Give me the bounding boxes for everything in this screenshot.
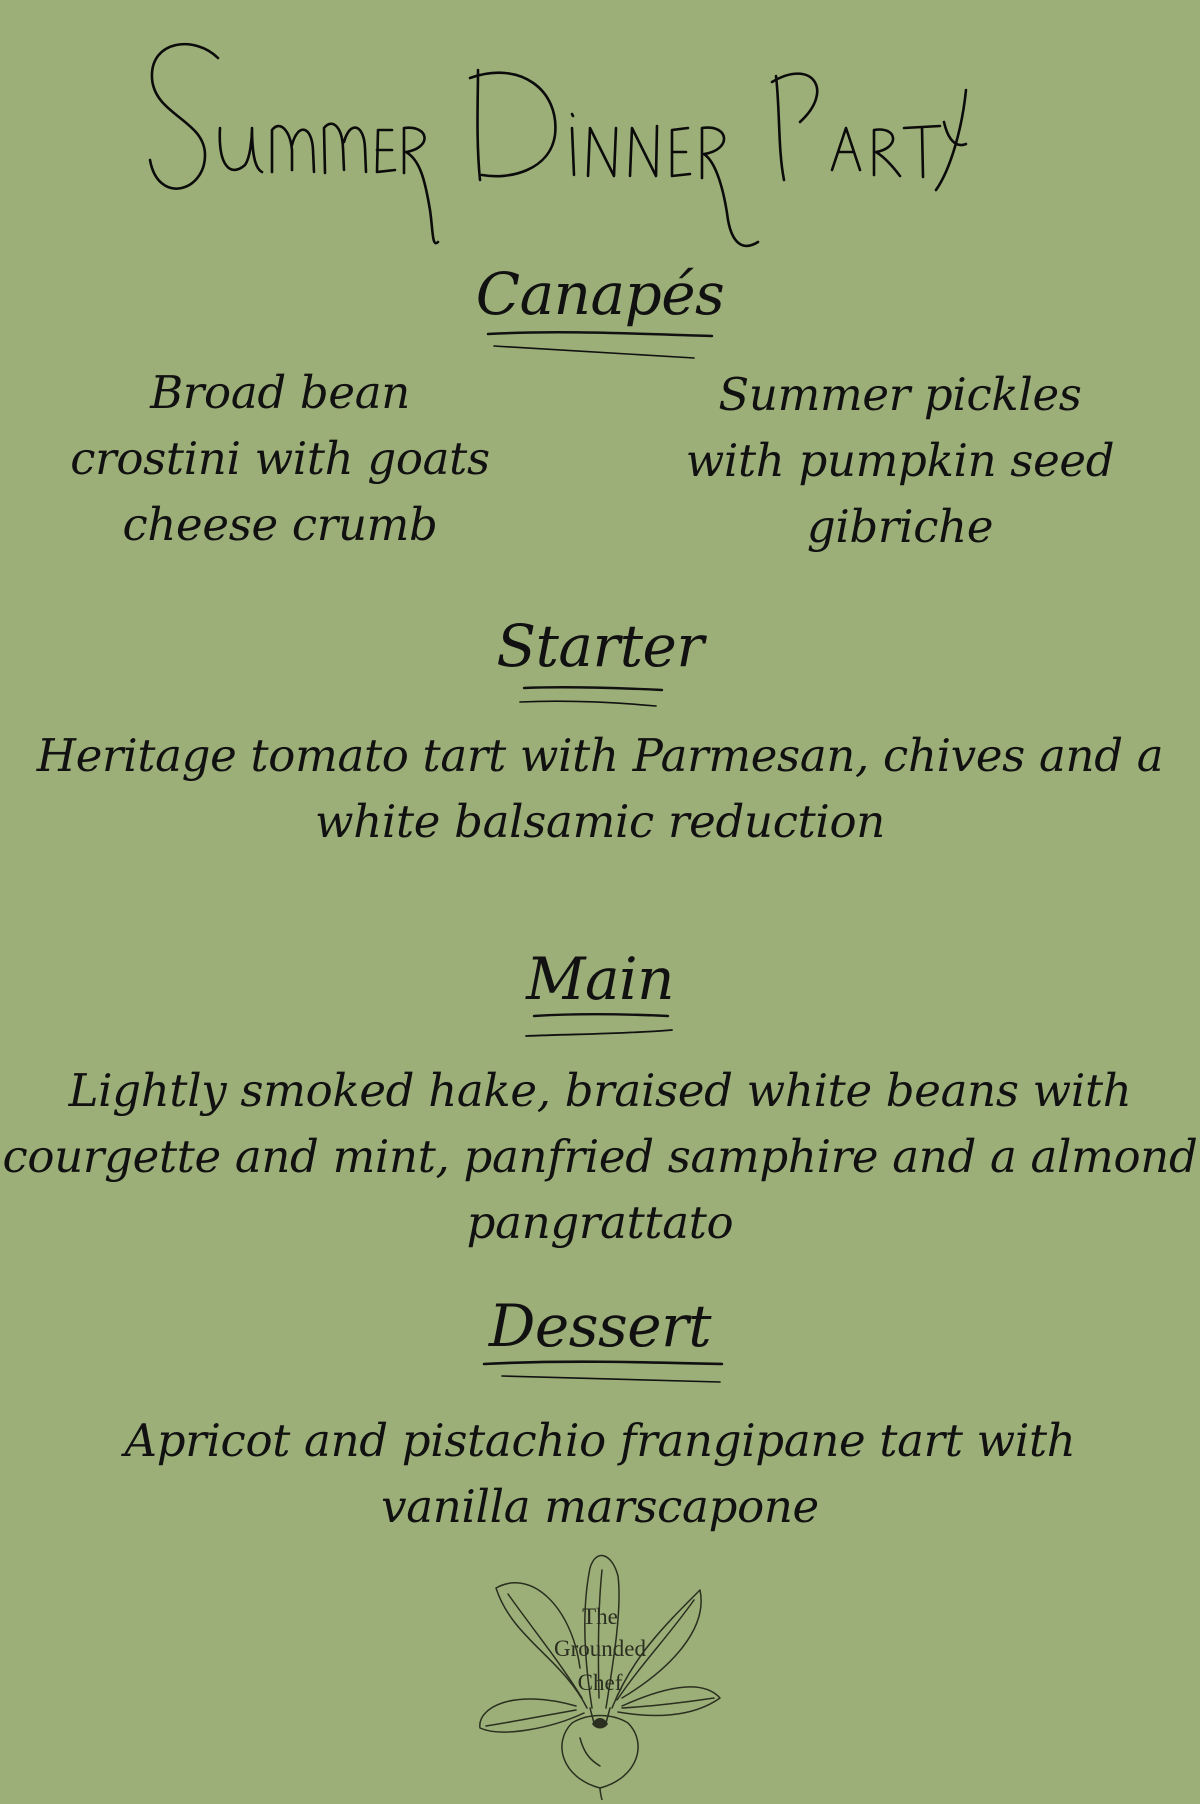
logo-line-3: Chef [577,1670,623,1695]
radish-heart [592,1718,608,1729]
canapes-heading: Canapés [475,260,725,328]
main-heading: Main [526,945,674,1013]
dessert-item: Apricot and pistachio frangipane tart with vanilla marscapone [124,1414,1076,1533]
main-item: Lightly smoked hake, braised white beans with courgette and mint, panfried samphire and a almond pangrattato [2,1064,1198,1249]
handwritten-title-graphic [0,30,1200,260]
grounded-chef-logo [472,1548,728,1800]
menu-title [0,30,1200,260]
canape-item-1: Broad bean crostini with goats cheese crumb [70,366,490,551]
starter-item: Heritage tomato tart with Parmesan, chives and a white balsamic reduction [36,729,1164,848]
logo-line-2: Grounded [554,1636,646,1661]
logo-line-1: The [582,1604,618,1629]
dessert-heading: Dessert [488,1292,712,1360]
starter-heading: Starter [496,612,704,680]
canape-item-2: Summer pickles with pumpkin seed gibriche [685,368,1115,553]
